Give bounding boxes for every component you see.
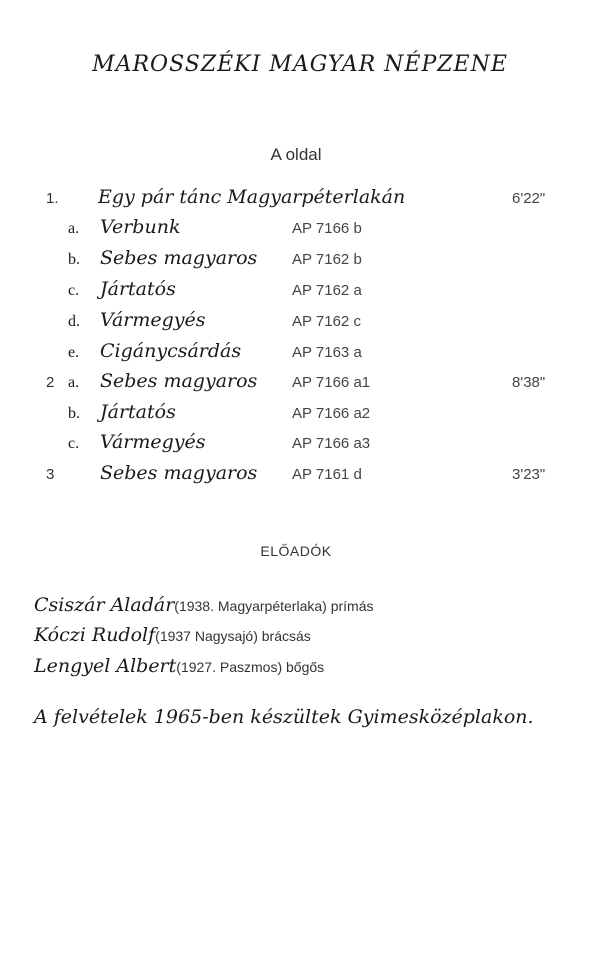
performer-entry (34, 655, 324, 681)
track-code: AP 7161 d (292, 466, 362, 483)
performer-name: Csiszár Aladár (34, 594, 175, 616)
track-name: Sebes magyaros (100, 462, 258, 484)
track-code: AP 7166 b (292, 220, 362, 237)
track-name: Egy pár tánc Magyarpéterlakán (98, 186, 406, 208)
track-name: Vármegyés (100, 309, 206, 331)
track-name: Vármegyés (100, 431, 206, 453)
track-code: AP 7166 a3 (292, 435, 371, 452)
side-label: A oldal (270, 145, 322, 164)
track-name: Sebes magyaros (100, 247, 258, 269)
track-letter: e. (68, 344, 80, 361)
track-duration: 6'22" (512, 190, 546, 207)
track-name: Sebes magyaros (100, 370, 258, 392)
performer-info: (1938. Magyarpéterlaka) prímás (174, 598, 374, 614)
track-letter: c. (68, 435, 80, 452)
track-number: 1. (46, 190, 59, 207)
performer-name: Lengyel Albert (34, 655, 177, 677)
performer-info: (1937 Nagysajó) brácsás (155, 628, 311, 644)
track-number: 3 (46, 466, 55, 483)
track-row (0, 370, 600, 398)
track-row (0, 462, 600, 490)
track-letter: c. (68, 282, 80, 299)
track-row (0, 309, 600, 337)
track-code: AP 7162 a (292, 282, 362, 299)
track-number: 2 (46, 374, 55, 391)
track-code: AP 7162 b (292, 251, 362, 268)
track-letter: a. (68, 220, 80, 237)
performer-entry (34, 594, 373, 620)
album-title: MAROSSZÉKI MAGYAR NÉPZENE (92, 52, 508, 77)
track-row (0, 278, 600, 306)
performer-name: Kóczi Rudolf (34, 624, 156, 646)
performer-info: (1927. Paszmos) bőgős (176, 659, 325, 675)
performers-heading: ELŐADÓK (260, 543, 332, 559)
track-code: AP 7162 c (292, 313, 361, 330)
track-name: Jártatós (100, 401, 176, 423)
performer-entry (34, 624, 311, 650)
track-name: Verbunk (100, 216, 181, 238)
track-row (0, 431, 600, 459)
track-code: AP 7166 a2 (292, 405, 371, 422)
track-duration: 8'38" (512, 374, 546, 391)
track-letter: b. (68, 405, 80, 422)
track-code: AP 7163 a (292, 344, 362, 361)
track-row (0, 216, 600, 244)
track-name: Cigánycsárdás (100, 340, 242, 362)
track-name: Jártatós (100, 278, 176, 300)
recording-note: A felvételek 1965-ben készültek Gyimesközéplakon. (34, 706, 534, 728)
track-letter: d. (68, 313, 80, 330)
track-row (0, 186, 600, 214)
track-row (0, 340, 600, 368)
track-letter: b. (68, 251, 80, 268)
track-letter: a. (68, 374, 80, 391)
track-row (0, 401, 600, 429)
track-code: AP 7166 a1 (292, 374, 371, 391)
track-duration: 3'23" (512, 466, 546, 483)
track-row (0, 247, 600, 275)
